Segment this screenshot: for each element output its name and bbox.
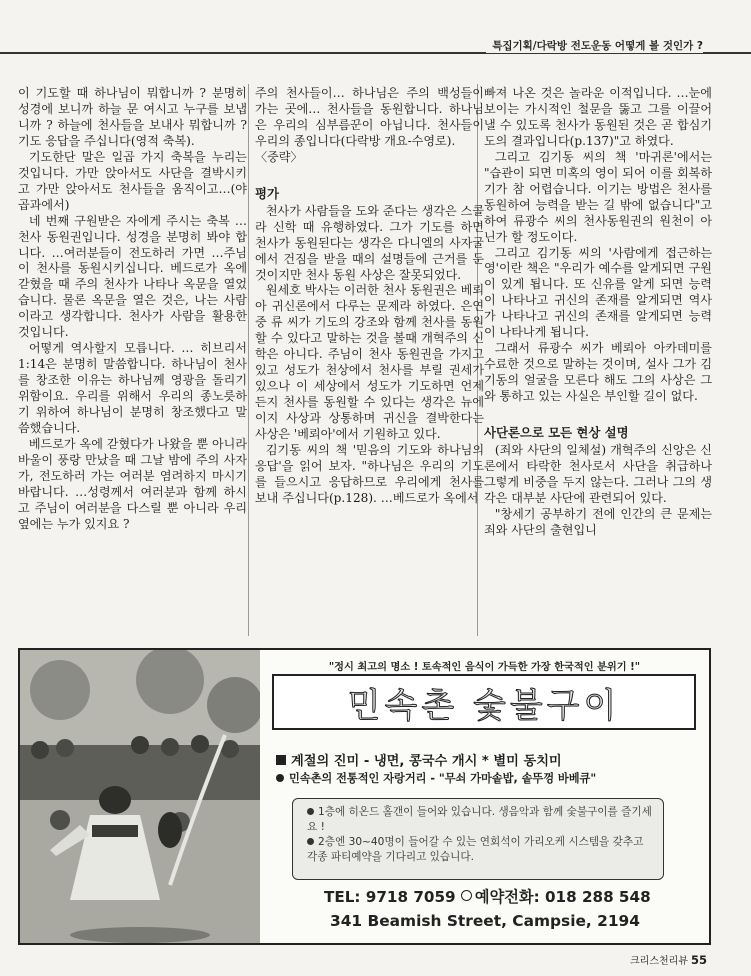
round-bullet-icon: [276, 774, 284, 782]
subheading-evaluation: 평가: [255, 185, 279, 201]
menu-text: 계절의 진미 - 냉면, 콩국수 개시 * 별미 동치미: [291, 754, 562, 769]
paragraph: "창세기 공부하기 전에 인간의 큰 문제는 죄와 사단의 출현입니: [484, 506, 712, 537]
folk-dancer-photo: [20, 650, 260, 943]
restaurant-advertisement: [18, 648, 711, 945]
subheading-satan-theory: 사단론으로 모든 현상 설명: [484, 425, 629, 441]
menu-text: 민속촌의 전통적인 자랑거리 - "무쇠 가마솥밥, 솥뚜껑 바베큐": [289, 772, 597, 785]
paragraph: (죄와 사단의 일체설) 개혁주의 신앙은 신론에서 타락한 천사로서 사단을 취급하나 그렇게 비중을 두지 않는다. 그러나 그의 생각은 대부분 사단에 관련되어 있다.: [484, 443, 712, 505]
info-line: [307, 805, 653, 835]
ad-text-panel: [266, 650, 709, 943]
paragraph: 네 번째 구원받은 자에게 주시는 축복 … 천사 동원권입니다. 성경을 분명히 봐야 합니다. …여러분들이 전도하러 가면 …주님이 천사를 동원시키십니다. 베드로가 옥에 갇혔을 때 주의 천사가 나타나 옥문을 열었습니다. 물론 옥문을 열은 것은, 나는 사람이라고 생각합니다. 천사가 사람을 활용한 것입니다.: [18, 213, 247, 340]
section-title: 특집기획/다락방 전도운동 어떻게 볼 것인가 ?: [486, 38, 703, 53]
article-column-2: [255, 86, 484, 636]
paragraph: 그리고 김기동 씨의 책 '마귀론'에서는 "습관이 되면 미혹의 영이 되어 이를 회복하기가 참 어렵습니다. 이기는 방법은 천사를 동원하여 능력을 받는 길 밖에 없습니다"고 하여 류광수 씨의 천사동원권의 원천이 아닌가 할 정도이다.: [484, 149, 712, 244]
paragraph: 빠져 나온 것은 놀라운 이적입니다. …눈에 보이는 가시적인 철문을 뚫고 그를 이끌어 낼 수 있도록 천사가 동원된 것은 곧 합심기도의 결과입니다(p.137)"고 하였다.: [484, 86, 712, 148]
paragraph: 그리고 김기동 씨의 '사람에게 접근하는 영'이란 책은 "우리가 예수를 알게되면 구원이 있게 됩니다. 또 신유를 알게 되면 능력이 나타나고 귀신의 존재를 알게되면 역사가 나타나고 귀신의 존재를 알게되면 능력이 나타나게 됩니다.: [484, 245, 712, 340]
square-bullet-icon: [276, 755, 286, 765]
magazine-name: 크리스천리뷰: [630, 956, 688, 967]
info-line: [307, 835, 653, 865]
menu-line-specialty: [276, 770, 706, 786]
paragraph: 원세호 박사는 이러한 천사 동원권은 베뢰아 귀신론에서 다루는 문제라 하였다. 은연중 류 씨가 기도의 강조와 함께 천사를 동원할 수 있다고 말하는 것을 볼때 개혁주의 신학은 아니다. 주님이 천사 동원권을 가지고 있고 성도가 천상에서 천사를 부릴 권세가 있으나 이 세상에서 성도가 기도하면 언제든지 천사를 동원할 수 있다는 생각은 뉴에이지 사상과 상통하며 귀신을 결박한다는 사상은 '베뢰아'에서 기원하고 있다.: [255, 283, 484, 442]
page-number: 55: [690, 953, 707, 967]
info-text: 1층에 히온드 홀갠이 들어와 있습니다. 생음악과 함께 숯불구이를 즐기세요 !: [307, 806, 652, 833]
page-header: [0, 24, 751, 58]
round-bullet-icon: [307, 838, 314, 845]
paragraph: 어떻게 역사할지 모릅니다. … 히브리서 1:14은 분명히 말씀합니다. 하나님이 천사를 창조한 이유는 하나님께 영광을 돌리기 위함이요. 우리를 위해서 우리의 종노릇하기 위하여 하나님이 분명히 창조했다고 말씀했습니다.: [18, 341, 247, 436]
reservation-number: 예약전화: 018 288 548: [474, 888, 651, 906]
paragraph: 주의 천사들이… 하나님은 주의 백성들이 가는 곳에… 천사들을 동원합니다. 하나님은 우리의 심부름꾼이 아닙니다. 천사들이 우리의 종입니다(다락방 개요-수영로).: [255, 86, 484, 148]
ring-bullet-icon: [461, 890, 472, 901]
paragraph: 베드로가 옥에 갇혔다가 나왔을 뿐 아니라 바울이 풍랑 만났을 때 그날 밤에 주의 사자가, 전도하러 가는 여러분 염려하지 마시기 바랍니다. …성령께서 여러분과 함께 하시고 주님이 여러분을 다스릴 뿐 아니라 우리 옆에는 누가 있지요 ?: [18, 436, 247, 531]
ad-address: 341 Beamish Street, Campsie, 2194: [330, 912, 640, 930]
round-bullet-icon: [307, 808, 314, 815]
ad-info-box: [292, 798, 664, 880]
column-divider: [248, 84, 249, 636]
paragraph: 그래서 류광수 씨가 베뢰아 아카데미를 수료한 것으로 말하는 것이며, 설사 그가 김기동의 얼굴을 모른다 해도 그의 사상은 그와 통하고 있는 사실은 부인할 길이 없다.: [484, 341, 712, 404]
paragraph: 김기동 씨의 책 '믿음의 기도와 하나님의 응답'을 읽어 보자. "하나님은 우리의 기도를 들으시고 응답하므로 우리에게 천사를 보내 주십니다(p.128). …베드로가 옥에서: [255, 443, 484, 505]
ad-phone-line: [324, 886, 684, 907]
paragraph: 기도한단 말은 일곱 가지 축복을 누리는 것입니다. 가만 앉아서도 사단을 결박시키고 가만 앉아서도 천사들을 움직이고…(야곱과에서): [18, 149, 247, 212]
menu-line-seasonal: [276, 750, 706, 769]
restaurant-name: 민속촌 숯불구이: [272, 674, 696, 730]
ad-slogan: "정시 최고의 명소 ! 토속적인 음식이 가득한 가장 한국적인 분위기 !": [328, 662, 641, 673]
article-column-1: [18, 86, 247, 636]
page-footer: [630, 952, 707, 967]
photo-illustration: [20, 650, 260, 943]
info-text: 2층엔 30~40명이 들어갈 수 있는 연회석이 가리오케 시스템을 갖추고 각종 파티예약을 기다리고 있습니다.: [307, 836, 644, 863]
phone-number: TEL: 9718 7059: [324, 888, 456, 906]
paragraph: 천사가 사람들을 도와 준다는 생각은 스콜라 신학 때 유행하였다. 그가 기도를 하면 천사가 동원된다는 생각은 다니엘의 사자굴에서 건짐을 받을 때의 설명들에 근거를 둔 것이지만 천사 동원 사상은 잘못되었다.: [255, 203, 484, 282]
article-column-3: [484, 86, 712, 636]
omission-mark: 〈중략〉: [255, 149, 303, 164]
paragraph: 이 기도할 때 하나님이 뭐합니까 ? 분명히 성경에 보니까 하늘 문 여시고 누구를 보냅니까 ? 하늘에 천사들을 보내사 뭐합니까 ? 기도 응답을 주십니다(영적 축복).: [18, 86, 247, 148]
